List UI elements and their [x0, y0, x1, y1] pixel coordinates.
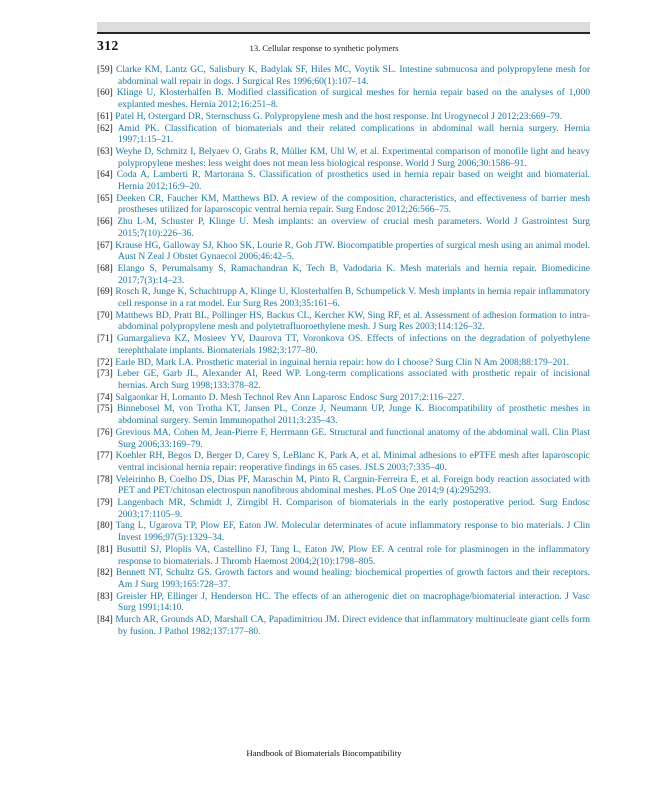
reference-number: [84] — [97, 615, 116, 626]
reference-entry — [97, 592, 590, 615]
reference-number: [62] — [97, 123, 118, 134]
reference-citation[interactable]: Salgaonkar H, Lomanto D. Mesh Technol Rev Ann Laparosc Endosc Surg 2017;2:116–227. — [115, 392, 465, 403]
reference-number: [61] — [97, 111, 116, 122]
reference-citation[interactable]: Tang L, Ugarova TP, Plow EF, Eaton JW. Molecular determinates of acute inflammatory response to bio materials. J Clin Invest 1996;97(5):1329–34. — [115, 521, 591, 544]
reference-citation[interactable]: Koehler RH, Begos D, Berger D, Carey S, LeBlanc K, Park A, et al. Minimal adhesions to ePTFE mesh after laparoscopic ventral incisional hernia repair: reoperative findings in 65 cases. JSLS 2003;7:335–40. — [115, 451, 590, 473]
reference-citation[interactable]: Matthews BD, Pratt BL, Pollinger HS, Backus CL, Kercher KW, Sing RF, et al. Assessment of adhesion formation to intra-abdominal polypropylene mesh and polytetrafluoroethylene mesh. J Surg Res 2003;114:126–32. — [115, 310, 590, 333]
reference-citation[interactable]: Busuttil SJ, Ploplis VA, Castellino FJ, Tang L, Eaton JW, Plow EF. A central role for plasminogen in the inflammatory response to biomaterials. J Thromb Haemost 2004;2(10):1798–805. — [116, 544, 591, 567]
reference-entry — [97, 287, 590, 310]
reference-number: [63] — [97, 146, 116, 157]
reference-entry — [97, 545, 590, 568]
reference-entry — [97, 568, 590, 591]
reference-citation[interactable]: Zhu L-M, Schuster P, Klinge U. Mesh implants: an overview of crucial mesh parameters. World J Gastrointest Surg 2015;7(10):226–36. — [117, 217, 590, 239]
reference-citation[interactable]: Gumargalieva KZ, Mosieev YV, Daurova TT, Voronkova OS. Effects of infections on the degradation of polyethylene terephthalate implants. Biomaterials 1982;3:177–80. — [116, 334, 591, 356]
reference-entry — [97, 393, 590, 405]
reference-citation[interactable]: Elango S, Perumalsamy S, Ramachandran K, Tech B, Vadodaria K. Mesh materials and hernia repair. Biomedicine 2017;7(3):14–23. — [117, 263, 590, 286]
reference-number: [81] — [97, 544, 117, 555]
header-rule-bar — [97, 22, 590, 34]
reference-entry — [97, 475, 590, 498]
reference-entry — [97, 615, 590, 638]
reference-citation[interactable]: Greisler HP, Ellinger J, Henderson HC. The effects of an atherogenic diet on macrophage/biomaterial interaction. J Vasc Surg 1991;14:10. — [116, 591, 591, 614]
reference-entry — [97, 124, 590, 147]
reference-number: [80] — [97, 521, 116, 532]
reference-citation[interactable]: Coda A, Lamberti R, Martorana S. Classification of prosthetics used in hernia repair based on weight and biomaterial. Hernia 2012;16:9–20. — [116, 170, 591, 193]
book-title-footer: Handbook of Biomaterials Biocompatibility — [246, 748, 402, 758]
reference-entry — [97, 521, 590, 544]
reference-number: [72] — [97, 357, 116, 368]
reference-citation[interactable]: Leber GE, Garb JL, Alexander AI, Reed WP. Long-term complications associated with prosthetic repair of incisional hernias. Arch Surg 1998;133:378–82. — [117, 369, 590, 391]
reference-number: [83] — [97, 591, 117, 602]
reference-entry — [97, 88, 590, 111]
reference-citation[interactable]: Klinge U, Klosterhalfen B. Modified classification of surgical meshes for hernia repair based on the analyses of 1,000 explanted meshes. Hernia 2012;16:251–8. — [116, 88, 591, 111]
reference-number: [65] — [97, 193, 117, 204]
reference-citation[interactable]: Patel H, Ostergard DR, Sternschuss G. Polypropylene mesh and the host response. Int Urogynecol J 2012;23:669–79. — [115, 111, 562, 122]
reference-citation[interactable]: Bennett NT, Schultz GS. Growth factors and wound healing: biochemical properties of growth factors and their receptors. Am J Surg 1993;165:728–37. — [115, 568, 591, 590]
reference-number: [74] — [97, 392, 116, 403]
reference-entry — [97, 65, 590, 88]
reference-number: [77] — [97, 451, 116, 462]
reference-citation[interactable]: Grevious MA, Cohen M, Jean-Pierre F, Herrmann GE. Structural and functional anatomy of the abdominal wall. Clin Plast Surg 2006;33:169–79. — [115, 427, 591, 450]
reference-entry — [97, 404, 590, 427]
reference-entry — [97, 369, 590, 392]
reference-entry — [97, 241, 590, 264]
reference-number: [73] — [97, 369, 118, 380]
reference-number: [75] — [97, 404, 117, 415]
reference-citation[interactable]: Earle BD, Mark LA. Prosthetic material in inguinal hernia repair: how do I choose? Surg Clin N Am 2008;88:179–201. — [115, 357, 570, 368]
reference-citation[interactable]: Amid PK. Classification of biomaterials and their related complications in abdominal wall hernia surgery. Hernia 1997;1:15–21. — [117, 123, 590, 146]
reference-entry — [97, 147, 590, 170]
reference-number: [82] — [97, 568, 116, 579]
reference-number: [64] — [97, 170, 117, 181]
reference-list — [97, 65, 590, 638]
reference-number: [66] — [97, 217, 118, 228]
reference-number: [69] — [97, 287, 116, 298]
page-number: 312 — [97, 38, 119, 53]
reference-number: [70] — [97, 310, 116, 321]
reference-citation[interactable]: Rosch R, Junge K, Schachtrupp A, Klinge U, Klosterhalfen B, Schumpelick V. Mesh implants in hernia repair inflammatory cell response in a rat model. Eur Surg Res 2003;35:161–6. — [115, 287, 591, 310]
reference-number: [76] — [97, 427, 116, 438]
reference-entry — [97, 334, 590, 357]
reference-number: [59] — [97, 65, 117, 75]
reference-entry — [97, 217, 590, 240]
reference-citation[interactable]: Murch AR, Grounds AD, Marshall CA, Papadimitriou JM. Direct evidence that inflammatory multinucleate giant cells form by fusion. J Pathol 1982;137:177–80. — [115, 615, 591, 637]
reference-citation[interactable]: Clarke KM, Lantz GC, Salisbury K, Badylak SF, Hiles MC, Voytik SL. Intestine submucosa and polypropylene mesh for abdominal wall repair in dogs. J Surgical Res 1996;60(1):107–14. — [116, 65, 591, 87]
reference-number: [67] — [97, 240, 116, 251]
reference-citation[interactable]: Krause HG, Galloway SJ, Khoo SK, Lourie R, Goh JTW. Biocompatible properties of surgical mesh using an animal model. Aust N Zeal J Obstet Gynaecol 2006;46:42–5. — [115, 240, 590, 263]
reference-citation[interactable]: Weyhe D, Schmitz I, Belyaev O, Grabs R, Müller KM, Uhl W, et al. Experimental comparison of monofile light and heavy polypropylene meshes: less weight does not mean less biological response. World J Surg 2006;30:1586–91. — [115, 146, 591, 169]
reference-number: [71] — [97, 334, 117, 345]
running-head: 13. Cellular response to synthetic polymers — [249, 43, 399, 53]
reference-entry — [97, 358, 590, 370]
reference-citation[interactable]: Deeken CR, Faucher KM, Matthews BD. A review of the composition, characteristics, and effectiveness of barrier mesh prostheses utilized for laparoscopic ventral hernia repair. Surg Endosc 2012;26:566–75. — [116, 193, 590, 216]
reference-citation[interactable]: Veleirinho B, Coelho DS, Dias PF, Maraschin M, Pinto R, Cargnin-Ferreira E, et al. Foreign body reaction associated with PET and PET/chitosan electrospun nanofibrous abdominal meshes. PLoS One 2014;9 (4):295293. — [115, 474, 590, 497]
reference-number: [68] — [97, 263, 118, 274]
reference-entry — [97, 428, 590, 451]
reference-number: [60] — [97, 88, 117, 99]
reference-entry — [97, 194, 590, 217]
reference-entry — [97, 498, 590, 521]
reference-citation[interactable]: Langenbach MR, Schmidt J, Zirngibl H. Comparison of biomaterials in the early postoperative period. Surg Endosc 2003;17:1105–9. — [117, 498, 590, 520]
reference-entry — [97, 451, 590, 474]
reference-entry — [97, 112, 590, 124]
reference-entry — [97, 264, 590, 287]
reference-entry — [97, 311, 590, 334]
reference-entry — [97, 170, 590, 193]
reference-citation[interactable]: Binnebosel M, von Trotha KT, Jansen PL, Conze J, Neumann UP, Junge K. Biocompatibility of prosthetic meshes in abdominal surgery. Semin Immunopathol 2011;3:235–43. — [116, 404, 591, 427]
reference-number: [78] — [97, 474, 116, 485]
reference-number: [79] — [97, 498, 118, 509]
